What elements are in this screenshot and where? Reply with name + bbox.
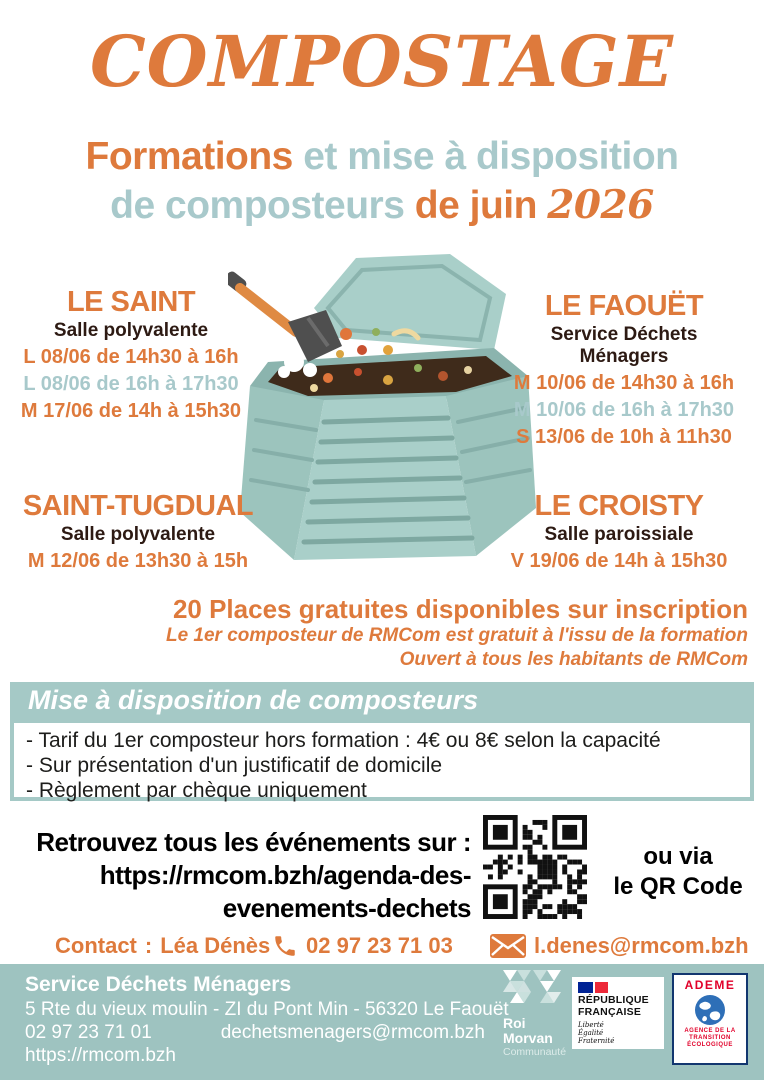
session-date: L 08/06 de 14h30 à 16h (23, 346, 239, 368)
subtitle-formations: Formations (85, 135, 293, 178)
rf-motto-fraternite: Fraternité (578, 1037, 615, 1045)
contact-phone[interactable]: 02 97 23 71 03 (306, 933, 453, 958)
rf-name-line-1: RÉPUBLIQUE (578, 994, 649, 1006)
qr-alt-text (598, 842, 758, 902)
page-title: COMPOSTAGE (89, 20, 675, 103)
session-date: M 10/06 de 16h à 17h30 (513, 399, 735, 421)
envelope-icon (490, 934, 526, 958)
places-note-2: Ouvert à tous les habitants de RMCom (399, 649, 748, 670)
rf-name-line-2: FRANÇAISE (578, 1005, 642, 1018)
french-flag-icon (578, 982, 658, 993)
roi-morvan-line-2: Morvan (503, 1030, 553, 1046)
contact-label: Contact (55, 933, 137, 958)
footer-service-name: Service Déchets Ménagers (25, 973, 292, 996)
events-url-line-2[interactable]: evenements-dechets (222, 893, 471, 923)
subtitle-line2 (0, 182, 764, 229)
session-date: M 12/06 de 13h30 à 15h (27, 550, 249, 572)
dispo-banner-title: Mise à disposition de composteurs (10, 682, 754, 719)
places-note-1: Le 1er composteur de RMCom est gratuit à l'issu de la formation (165, 625, 748, 646)
qr-alt-line-1: ou via (643, 843, 713, 870)
footer-address: 5 Rte du vieux moulin - ZI du Pont Min - 56320 Le Faouët (25, 999, 509, 1020)
session-le-croisty (484, 490, 754, 575)
subtitle-line1 (0, 134, 764, 180)
dispo-conditions-box (10, 719, 754, 801)
rf-motto-liberte: Liberté (578, 1021, 604, 1029)
footer-contact-line (25, 1022, 485, 1044)
town-name: LE CROISTY (534, 490, 704, 522)
venue: Salle polyvalente (60, 524, 216, 545)
footer-phone[interactable]: 02 97 23 71 01 (25, 1022, 152, 1043)
town-name: LE SAINT (66, 286, 196, 318)
qr-alt-line-2: le QR Code (613, 873, 743, 900)
places-title: 20 Places gratuites disponibles sur inscription (172, 594, 748, 624)
rf-motto (578, 1021, 658, 1045)
session-date: V 19/06 de 14h à 15h30 (510, 550, 728, 572)
footer-email[interactable]: dechetsmenagers@rmcom.bzh (220, 1022, 485, 1043)
ademe-tagline-1: AGENCE DE LA (684, 1028, 736, 1034)
town-name: LE FAOUËT (544, 290, 704, 322)
events-url-line-1[interactable]: https://rmcom.bzh/agenda-des- (99, 860, 471, 890)
roi-morvan-logo (503, 970, 573, 1059)
session-saint-tugdual (0, 490, 276, 575)
events-text (15, 826, 471, 925)
town-name: SAINT-TUGDUAL (22, 490, 254, 522)
session-le-faouet (490, 290, 758, 451)
dispo-bullet-1: - Tarif du 1er composteur hors formation : 4€ ou 8€ selon la capacité (26, 729, 661, 752)
subtitle-mise-a-disposition: et mise à disposition (292, 135, 679, 178)
ademe-globe-icon (694, 994, 726, 1026)
subtitle-composteurs: de composteurs (110, 184, 405, 227)
footer (0, 964, 764, 1080)
contact-row (0, 929, 764, 963)
subtitle-year: 2026 (547, 182, 654, 228)
roi-morvan-line-1: Roi (503, 1015, 526, 1031)
ademe-tagline-3: ÉCOLOGIQUE (687, 1042, 733, 1048)
dispo-bullet-3: - Règlement par chèque uniquement (26, 779, 367, 802)
session-date: M 10/06 de 14h30 à 16h (513, 372, 735, 394)
ademe-name: ADEME (684, 978, 736, 992)
qr-code[interactable] (483, 815, 587, 919)
roi-morvan-triangles-icon (503, 970, 561, 1012)
session-date: M 17/06 de 14h à 15h30 (20, 400, 242, 422)
rf-motto-egalite: Égalité (578, 1029, 604, 1037)
footer-website[interactable]: https://rmcom.bzh (25, 1045, 176, 1066)
republique-francaise-logo (572, 977, 664, 1049)
venue: Salle polyvalente (53, 320, 209, 341)
contact-name-group (55, 929, 270, 963)
venue: Service Déchets Ménagers (550, 324, 698, 367)
venue: Salle paroissiale (544, 524, 694, 545)
contact-phone-group (272, 929, 453, 963)
places-block (108, 594, 748, 672)
ademe-tagline-2: TRANSITION (689, 1035, 731, 1041)
session-date: S 13/06 de 10h à 11h30 (516, 426, 732, 448)
phone-icon (272, 933, 298, 959)
ademe-logo (672, 973, 748, 1065)
roi-morvan-line-3: Communauté (503, 1046, 567, 1058)
subtitle-de-juin: de juin (404, 184, 548, 227)
contact-name: Léa Dénès (160, 933, 271, 958)
session-le-saint (0, 286, 262, 425)
events-line-1: Retrouvez tous les événements sur : (36, 827, 471, 857)
contact-colon: : (144, 933, 153, 958)
contact-email[interactable]: l.denes@rmcom.bzh (534, 933, 749, 958)
session-date: L 08/06 de 16h à 17h30 (23, 373, 239, 395)
contact-email-group (490, 929, 749, 963)
dispo-bullet-2: - Sur présentation d'un justificatif de domicile (26, 754, 443, 777)
